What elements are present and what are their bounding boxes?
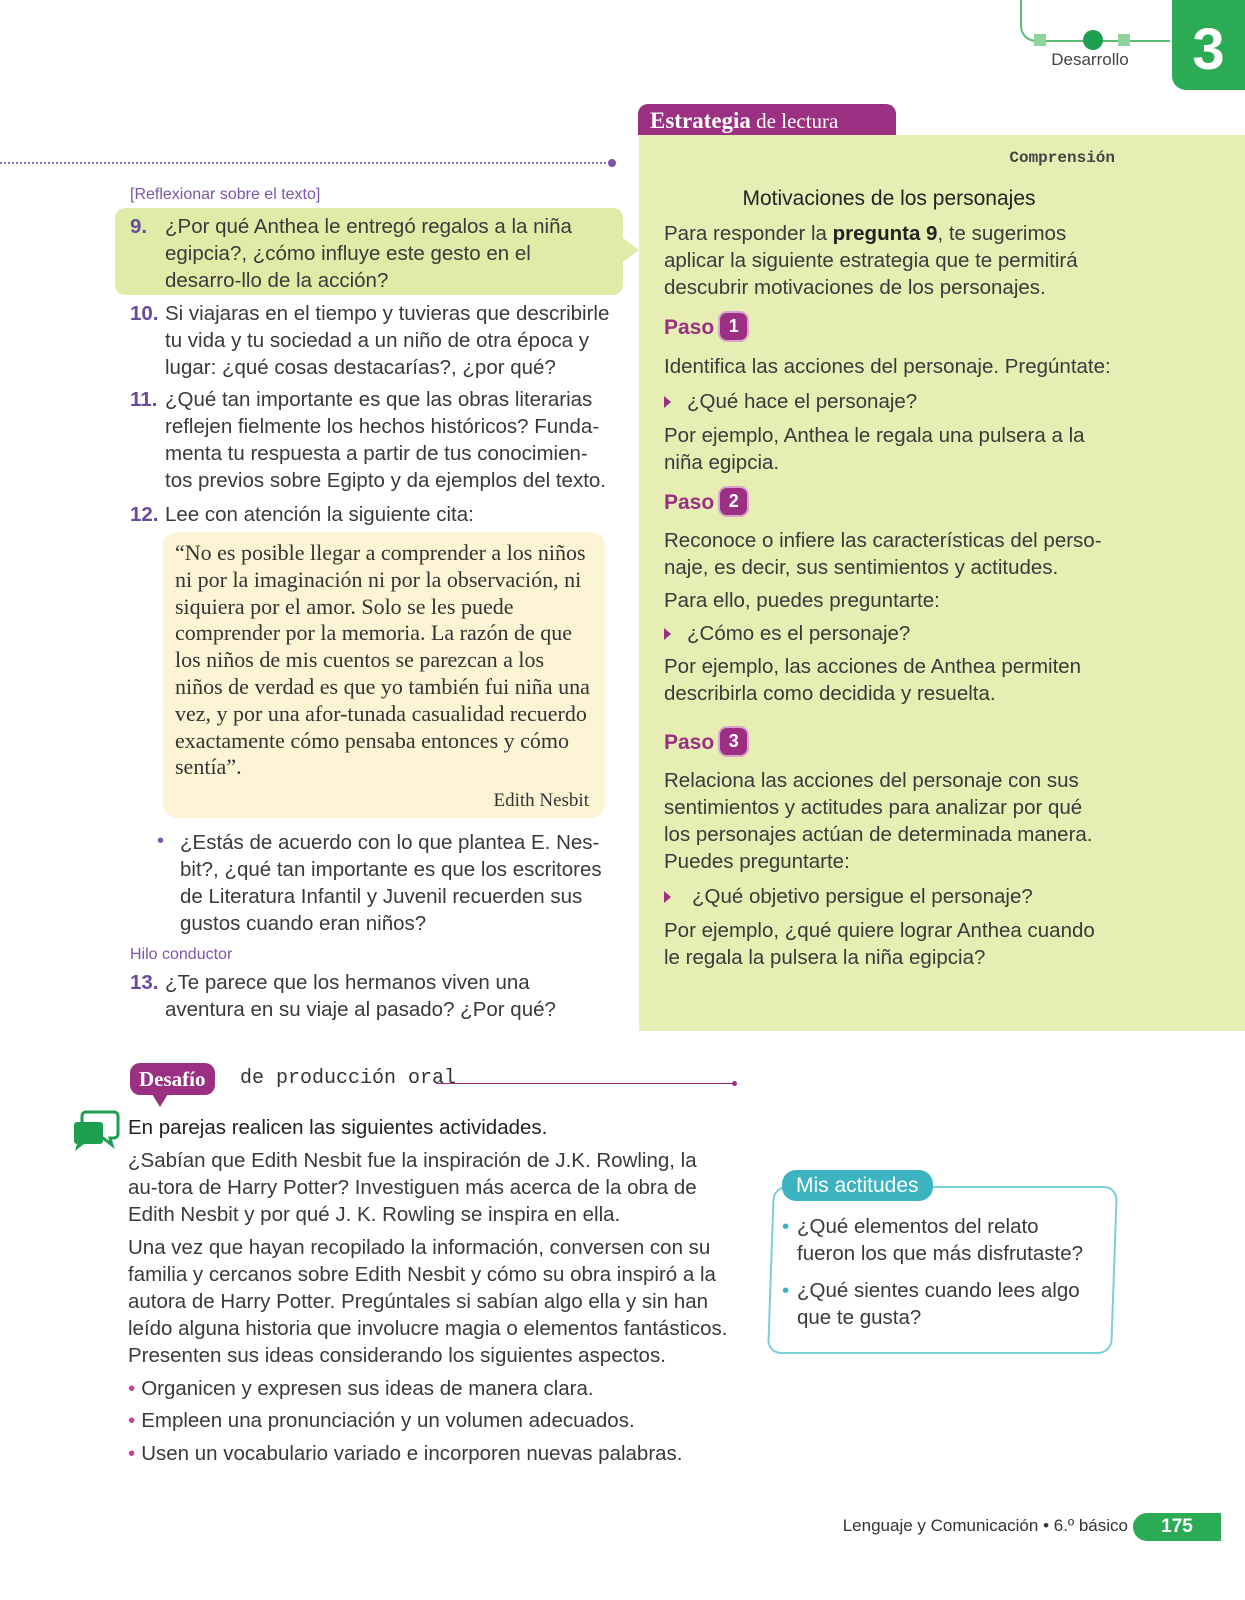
page-number: 175 [1133,1513,1221,1541]
step-number-badge: 2 [720,488,747,515]
step-example: Por ejemplo, ¿qué quiere lograr Anthea cuando le regala la pulsera la niña egipcia? [664,919,1095,969]
intro-text: , te sugerimos aplicar la siguiente estrategia que te permitirá descubrir motivaciones de los personajes. [664,222,1078,299]
quote-box [163,532,605,818]
intro-bold: pregunta 9 [832,222,938,245]
heading-rule [436,1083,734,1084]
step-example: Por ejemplo, las acciones de Anthea permiten describirla como decidida y resuelta. [664,655,1082,705]
desafio-bullet [128,1375,728,1402]
question-text: ¿Te parece que los hermanos viven una aventura en su viaje al pasado? ¿Por qué? [165,971,556,1021]
desafio-bullet [128,1407,728,1434]
progress-current-marker [1083,30,1103,50]
actitudes-title: Mis actitudes [782,1170,933,1201]
step-text-2: Para ello, puedes preguntarte: [664,589,940,612]
bullet-text: Organicen y expresen sus ideas de manera clara. [141,1377,594,1400]
question-number: 11. [130,388,158,411]
bullet-text: Empleen una pronunciación y un volumen adecuados. [141,1409,635,1432]
question-number: 12. [130,503,159,526]
question-9 [130,213,605,294]
desafio-heading [130,1063,740,1103]
actitudes-item-text: ¿Qué elementos del relato fueron los que más disfrutaste? [797,1215,1084,1265]
step-text: Identifica las acciones del personaje. Pregúntate: [664,355,1111,378]
step-number-badge: 3 [720,728,747,755]
strategy-title: Motivaciones de los personajes [742,187,1036,210]
desafio-instruction: En parejas realicen las siguientes actividades. [128,1116,548,1139]
question-number: 9. [130,215,148,238]
progress-step-marker [1034,34,1046,46]
bullet-icon: • [157,830,165,852]
question-10 [130,300,615,381]
question-number: 10. [130,302,159,325]
question-text: ¿Por qué Anthea le entregó regalos a la niña egipcia?, ¿cómo influye este gesto en el desarro-llo de la acción? [165,215,572,292]
bullet-text: Usen un vocabulario variado e incorporen nuevas palabras. [141,1442,683,1465]
paso-1-heading [664,313,747,340]
strategy-intro [664,220,1084,301]
bullet-icon: • [782,1215,790,1238]
strategy-tab-rest: de lectura [756,109,839,133]
question-12-bullet [180,829,620,937]
question-text: ¿Qué tan importante es que las obras literarias reflejen fielmente los hechos históricos? Funda-menta tu respuesta a partir de tus conocimien-tos previos sobre Egipto y da ejemplos del texto. [165,388,606,492]
arrow-bullet-icon [664,891,671,903]
desafio-badge: Desafío [130,1063,215,1095]
section-heading: [Reflexionar sobre el texto] [130,186,321,203]
questions-column [0,150,640,1050]
strategy-tab [638,104,896,135]
bullet-icon: • [128,1377,136,1400]
step-text: Relaciona las acciones del personaje con sus sentimientos y actitudes para analizar por qué los personajes actúan de determinada manera. Puedes preguntarte: [664,769,1093,873]
progress-step-marker [1118,34,1130,46]
bullet-icon: • [128,1442,136,1465]
paso-label: Paso [664,491,715,514]
quote-text: “No es posible llegar a comprender a los niños ni por la imaginación ni por la observación, ni siquiera por el amor. Solo se les puede comprender por la memoria. La razón de que los niños de mis cuentos se parezcan a los niños de verdad es que yo también fui niña una vez, y por una afor-tunada casualidad recuerdo exactamente cómo pensaba entonces y cómo sentía”. [175,540,590,780]
step-number-badge: 1 [720,313,747,340]
step-question: ¿Cómo es el personaje? [687,622,911,645]
paso-3-heading [664,728,747,755]
question-13 [130,969,615,1023]
hilo-conductor-label: Hilo conductor [130,946,233,963]
arrow-bullet-icon [664,396,671,408]
desafio-paragraph-2: Una vez que hayan recopilado la información, conversen con su familia y cercanos sobre Edith Nesbit y cómo su obra inspiró a la autora de Harry Potter. Pregúntales si sabían algo ella y sin han leído alguna historia que involucre magia o elementos fantásticos. Presenten sus ideas considerando los siguientes aspectos. [128,1236,728,1367]
question-text: Si viajaras en el tiempo y tuvieras que describirle tu vida y tu sociedad a un niño de otra época y lugar: ¿qué cosas destacarías?, ¿por qué? [165,302,610,379]
question-12 [130,501,620,528]
actitudes-item [782,1213,1102,1267]
actitudes-item-text: ¿Qué sientes cuando lees algo que te gusta? [797,1279,1080,1329]
question-text: Lee con atención la siguiente cita: [165,503,474,526]
strategy-category: Comprensión [1009,149,1115,167]
paso-label: Paso [664,316,715,339]
step-text: Reconoce o infiere las características del perso-naje, es decir, sus sentimientos y actitudes. [664,529,1102,579]
step-question: ¿Qué objetivo persigue el personaje? [692,885,1033,908]
arrow-bullet-icon [664,628,671,640]
desafio-paragraph-1: ¿Sabían que Edith Nesbit fue la inspiración de J.K. Rowling, la au-tora de Harry Potter? Investiguen más acerca de la obra de Edith Nesbit y por qué J. K. Rowling se inspira en ella. [128,1149,697,1226]
quote-author: Edith Nesbit [493,790,589,811]
dotted-divider [0,162,610,164]
question-number: 13. [130,971,159,994]
question-11 [130,386,615,494]
bullet-icon: • [782,1279,790,1302]
section-label: Desarrollo [1051,50,1129,69]
unit-progress-nav [1020,0,1170,90]
intro-text: Para responder la [664,222,833,245]
actitudes-item [782,1277,1102,1331]
desafio-subtitle: de producción oral [240,1067,457,1090]
step-example: Por ejemplo, Anthea le regala una pulsera a la niña egipcia. [664,424,1085,474]
unit-number-tab: 3 [1172,0,1245,90]
desafio-bullet [128,1440,728,1467]
footer-subject: Lenguaje y Comunicación • 6.º básico [842,1516,1128,1535]
strategy-tab-bold: Estrategia [650,108,751,133]
paso-label: Paso [664,731,715,754]
bullet-icon: • [128,1409,136,1432]
strategy-panel [639,135,1245,1031]
paso-2-heading [664,488,747,515]
chat-bubbles-icon [72,1108,120,1152]
bullet-text: ¿Estás de acuerdo con lo que plantea E. Nes-bit?, ¿qué tan importante es que los escritores de Literatura Infantil y Juvenil recuerden sus gustos cuando eran niños? [180,831,602,935]
step-question: ¿Qué hace el personaje? [687,390,918,413]
